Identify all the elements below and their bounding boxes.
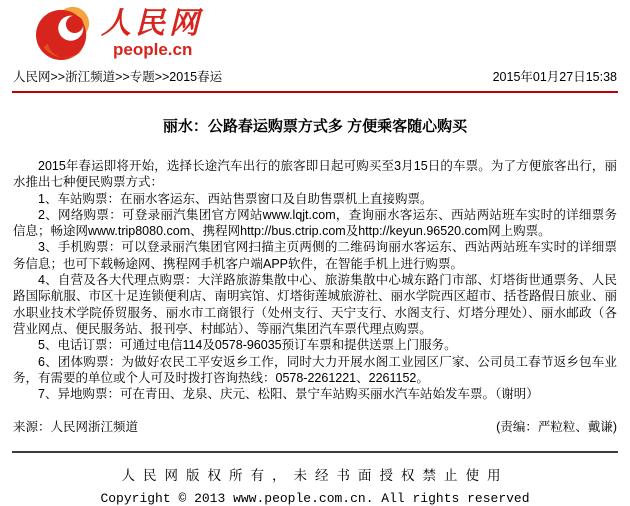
article-paragraph: 7、异地购票：可在青田、龙泉、庆元、松阳、景宁车站购买丽水汽车站始发车票。（谢明） — [38, 387, 539, 402]
article-paragraph: 2015年春运即将开始，选择长途汽车出行的旅客即日起可购买至3月15日的车票。为了方便旅客出行，丽水推出七种便民购票方式： — [13, 159, 617, 190]
page-footer — [12, 451, 618, 506]
article-paragraph: 1、车站购票：在丽水客运东、西站售票窗口及自助售票机上直接购票。 — [38, 191, 433, 206]
article-paragraph: 6、团体购票：为做好农民工平安返乡工作，同时大力开展水阁工业园区厂家、公司员工春节返乡包车业务，有需要的单位或个人可及时拨打咨询热线：0578-2261221、2261152。 — [13, 354, 617, 385]
article-paragraph: 5、电话订票：可通过电信114及0578-96035预订车票和提供送票上门服务。 — [38, 338, 457, 353]
publish-datetime: 2015年01月27日15:38 — [492, 70, 617, 84]
article-title: 丽水：公路春运购票方式多 方便乘客随心购买 — [162, 118, 468, 135]
people-cn-logo[interactable] — [33, 5, 203, 61]
article-body — [0, 158, 630, 402]
source-row — [0, 417, 630, 435]
logo-brand-en: people.cn — [113, 39, 193, 59]
article-source[interactable]: 来源：人民网浙江频道 — [13, 420, 139, 435]
logo-text — [101, 6, 203, 59]
article-editor: (责编：严粒粒、戴谦) — [496, 420, 617, 435]
copyright-notice-en: Copyright © 2013 www.people.com.cn. All rights reserved — [100, 491, 530, 506]
people-cn-swirl-icon — [33, 5, 95, 61]
breadcrumb[interactable]: 人民网>>浙江频道>>专题>>2015春运 — [13, 70, 223, 84]
article-paragraph: 2、网络购票：可登录丽汽集团官方网站www.lqjt.com，查询丽水客运东、西站两站班车实时的详细票务信息；畅途网www.trip8080.com、携程网http://bus.ctrip.com及http://keyun.96520.com网上购票。 — [13, 207, 617, 239]
page-header — [0, 0, 630, 60]
red-divider — [12, 91, 618, 93]
article-paragraph: 3、手机购票：可以登录丽汽集团官网扫描主页两侧的二维码询丽水客运东、西站两站班车实时的详细票务信息；也可下载畅途网、携程网手机客户端APP软件，在智能手机上进行购票。 — [13, 240, 617, 271]
copyright-notice-cn: 人民网版权所有，未经书面授权禁止使用 — [121, 468, 509, 484]
article-paragraph: 4、自营及各大代理点购票：大洋路旅游集散中心、旅游集散中心城东路门市部、灯塔街世通票务、人民路国际航服、市区十足连锁便利店、南明宾馆、灯塔街莲城旅游社、丽水学院西区超市、括苍路假日旅业、丽水职业技术学院侨贸服务、丽水市工商银行（处州支行、天宁支行、水阁支行、灯塔分理处）、丽水邮政（各营业网点、便民服务站、报刊亭、村邮站）、等丽汽集团汽车票代理点购票。 — [13, 273, 617, 336]
logo-brand-cn: 人民网 — [101, 6, 203, 40]
breadcrumb-row — [0, 67, 630, 85]
